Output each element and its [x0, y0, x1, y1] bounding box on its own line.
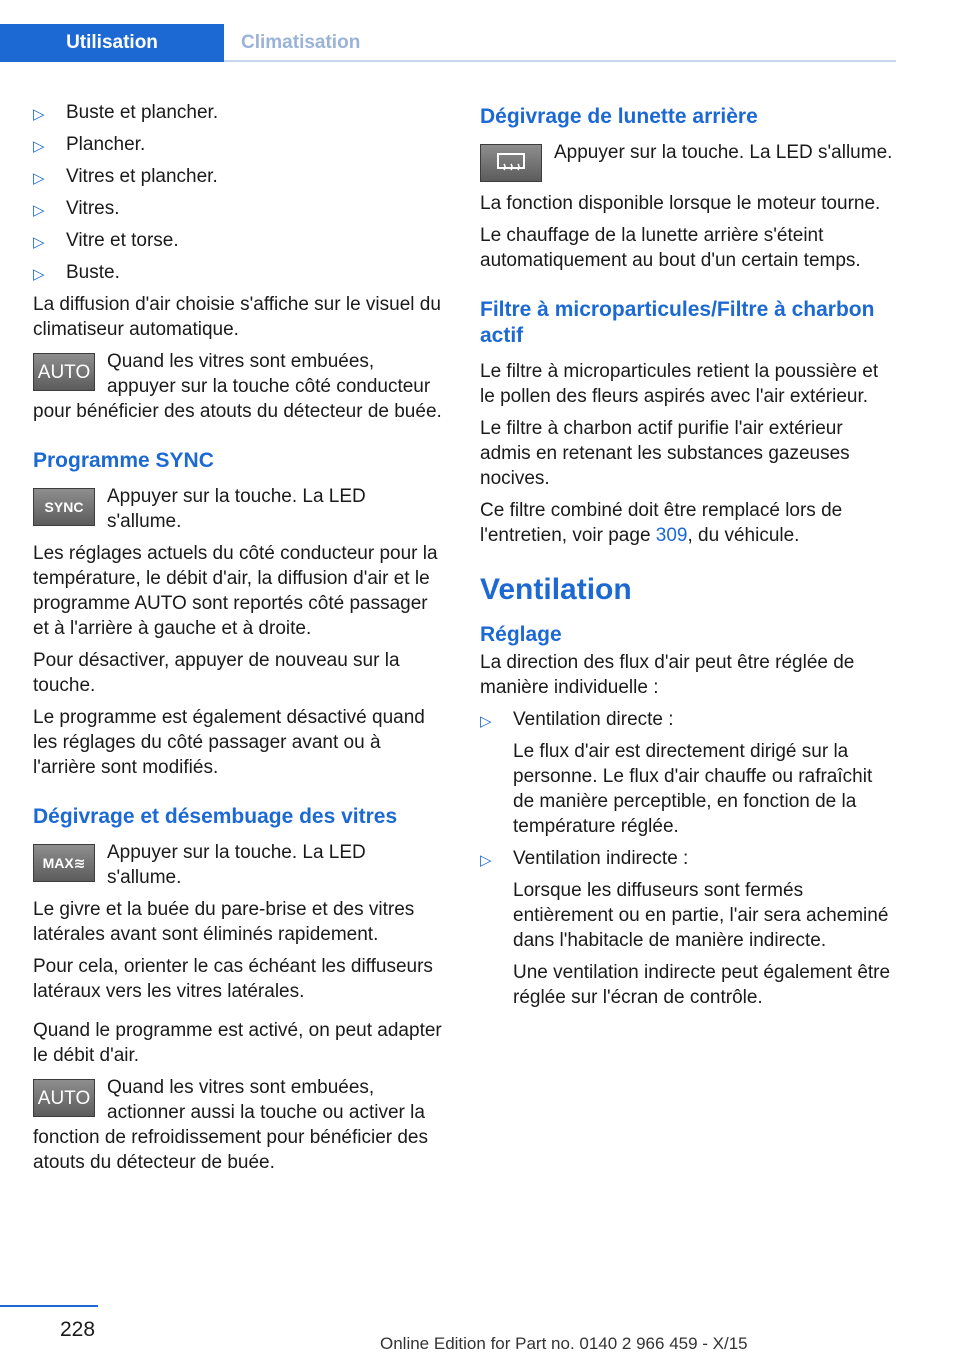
paragraph: Le filtre à charbon actif purifie l'air extérieur admis en retenant les substances gazeuses nocives.	[480, 418, 850, 489]
page-link[interactable]: 309	[655, 525, 688, 546]
rear-defrost-symbol-icon	[496, 152, 526, 174]
defrost-waves-icon: ≋	[73, 854, 86, 871]
paragraph: Le chauffage de la lunette arrière s'éteint automatiquement au bout d'un certain temps.	[480, 225, 861, 271]
section-heading-sync: Programme SYNC	[33, 449, 214, 472]
list-item: ▷ Buste.	[33, 260, 445, 285]
sync-instruction: SYNC Appuyer sur la touche. La LED s'allume.	[33, 484, 445, 534]
auto-button-icon: AUTO	[33, 1079, 95, 1117]
triangle-bullet-icon: ▷	[33, 266, 45, 283]
airflow-list	[33, 100, 445, 285]
triangle-bullet-icon: ▷	[33, 170, 45, 187]
paragraph: Le givre et la buée du pare-brise et des vitres latérales avant sont éliminés rapidement.	[33, 899, 415, 945]
paragraph: La direction des flux d'air peut être réglée de manière individuelle :	[480, 652, 855, 698]
ventilation-list	[480, 707, 895, 732]
auto-instruction: AUTO Quand les vitres sont embuées, appuyer sur la touche côté conducteur pour bénéficier des atouts du détecteur de buée.	[33, 351, 442, 422]
max-instruction: MAX ≋ Appuyer sur la touche. La LED s'allume.	[33, 840, 445, 890]
auto-button-icon: AUTO	[33, 353, 95, 391]
paragraph: Le filtre à microparticules retient la poussière et le pollen des fleurs aspirés avec l'air extérieur.	[480, 361, 879, 407]
paragraph: Les réglages actuels du côté conducteur pour la température, le débit d'air, la diffusion d'air et le programme AUTO sont reportés côté passager et à l'arrière à gauche et à droite.	[33, 543, 438, 639]
left-column	[33, 100, 445, 1182]
paragraph: Pour cela, orienter le cas échéant les diffuseurs latéraux vers les vitres latérales.	[33, 956, 433, 1002]
chapter-heading-ventilation: Ventilation	[480, 573, 632, 606]
list-item: ▷ Plancher.	[33, 132, 445, 157]
section-heading-lunette: Dégivrage de lunette arrière	[480, 105, 758, 128]
section-heading-degivrage: Dégivrage et désembuage des vitres	[33, 805, 398, 828]
list-item: ▷ Vitres et plancher.	[33, 164, 445, 189]
paragraph: Une ventilation indirecte peut également être réglée sur l'écran de contrôle.	[513, 962, 891, 1008]
rear-defrost-instruction: Appuyer sur la touche. La LED s'allume.	[480, 140, 895, 184]
header-divider	[224, 60, 896, 62]
triangle-bullet-icon: ▷	[33, 106, 45, 123]
triangle-bullet-icon: ▷	[33, 138, 45, 155]
list-item: ▷ Buste et plancher.	[33, 100, 445, 125]
tab-climatisation[interactable]: Climatisation	[241, 32, 361, 53]
paragraph: Quand le programme est activé, on peut adapter le débit d'air.	[33, 1020, 442, 1066]
paragraph: Le programme est également désactivé quand les réglages du côté passager avant ou à l'arrière sont modifiés.	[33, 707, 425, 778]
list-item: ▷ Ventilation directe :	[480, 707, 895, 732]
list-item: ▷ Ventilation indirecte :	[480, 846, 895, 871]
max-defrost-button-icon: MAX ≋	[33, 844, 95, 882]
section-heading-filtre: Filtre à microparticules/Filtre à charbon actif	[480, 298, 875, 347]
rear-window-defrost-icon	[480, 144, 542, 182]
triangle-bullet-icon: ▷	[33, 234, 45, 251]
paragraph: Pour désactiver, appuyer de nouveau sur la touche.	[33, 650, 400, 696]
edition-text: Online Edition for Part no. 0140 2 966 459 - X/15	[380, 1334, 748, 1353]
ventilation-list	[480, 846, 895, 871]
paragraph: La fonction disponible lorsque le moteur tourne.	[480, 193, 881, 214]
tab-utilisation[interactable]: Utilisation	[0, 24, 224, 62]
paragraph: Lorsque les diffuseurs sont fermés entièrement ou en partie, l'air sera acheminé dans l'habitacle de manière indirecte.	[513, 880, 889, 951]
auto-instruction-2: AUTO Quand les vitres sont embuées, actionner aussi la touche ou activer la fonction de refroidissement pour bénéficier des atouts du détecteur de buée.	[33, 1077, 429, 1173]
page-number: 228	[60, 1318, 96, 1341]
right-column	[480, 100, 895, 1017]
footer-divider	[0, 1305, 98, 1307]
section-heading-reglage: Réglage	[480, 623, 562, 646]
triangle-bullet-icon: ▷	[33, 202, 45, 219]
triangle-bullet-icon: ▷	[480, 713, 492, 730]
list-item: ▷ Vitres.	[33, 196, 445, 221]
list-item: ▷ Vitre et torse.	[33, 228, 445, 253]
paragraph: La diffusion d'air choisie s'affiche sur le visuel du climatiseur automatique.	[33, 294, 441, 340]
page-header	[0, 0, 896, 62]
paragraph: Le flux d'air est directement dirigé sur la personne. Le flux d'air chauffe ou rafraîchit de manière perceptible, en fonction de la température réglée.	[513, 741, 873, 837]
triangle-bullet-icon: ▷	[480, 852, 492, 869]
sync-button-icon: SYNC	[33, 488, 95, 526]
paragraph: Ce filtre combiné doit être remplacé lors de l'entretien, voir page 309, du véhicule.	[480, 500, 843, 546]
